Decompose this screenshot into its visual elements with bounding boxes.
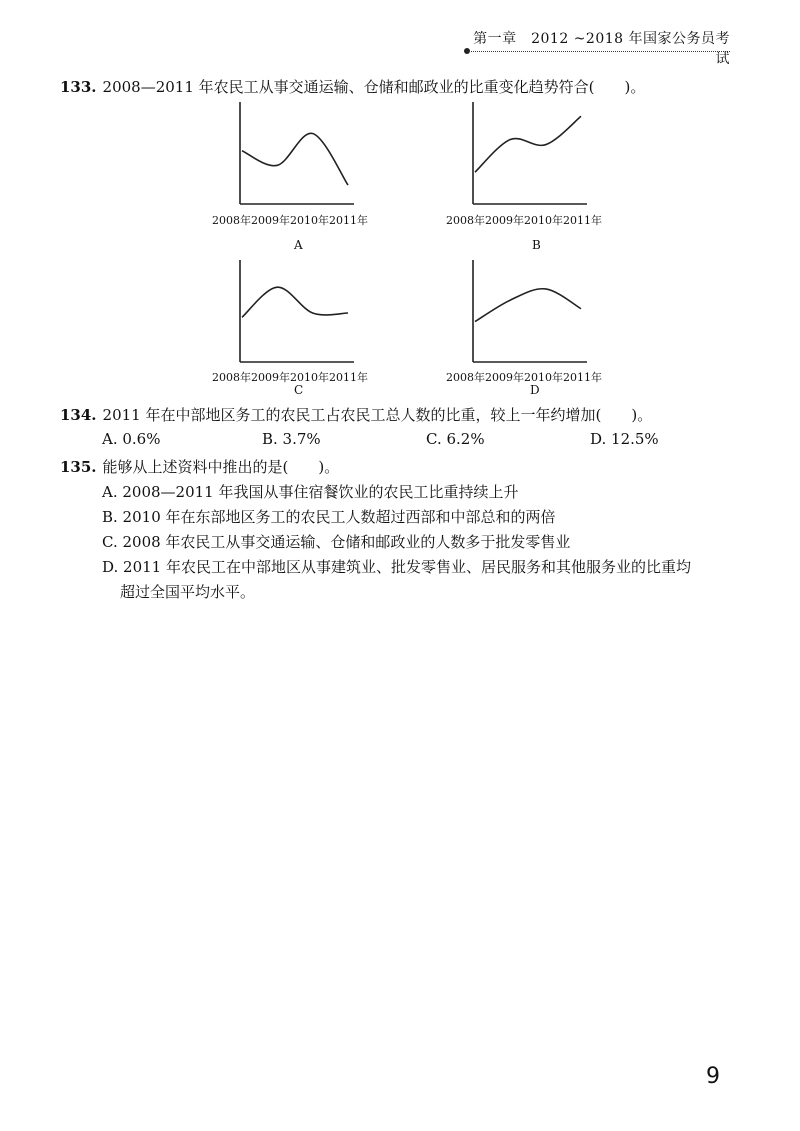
option-134-b: B. 3.7%: [262, 430, 321, 448]
x-tick: 2008年: [212, 214, 251, 227]
x-tick: 2011年: [329, 371, 368, 384]
x-tick: 2011年: [563, 214, 602, 227]
x-tick: 2009年: [485, 371, 524, 384]
question-text: 能够从上述资料中推出的是( )。: [102, 458, 340, 476]
series-line: [242, 287, 348, 317]
x-tick: 2009年: [485, 214, 524, 227]
chart-panel-b: [469, 100, 589, 210]
x-tick: 2011年: [329, 214, 368, 227]
chart-a-xlabels: [212, 212, 368, 228]
chart-c-xlabels: [212, 369, 368, 385]
option-135-c: C. 2008 年农民工从事交通运输、仓储和邮政业的人数多于批发零售业: [102, 533, 571, 551]
chart-b-xlabels: [446, 212, 602, 228]
series-line: [475, 116, 581, 172]
question-number: 133.: [60, 78, 97, 96]
question-133: [60, 76, 645, 97]
header-title: 第一章 2012 ~2018 年国家公务员考试: [473, 31, 730, 67]
x-tick: 2009年: [251, 214, 290, 227]
x-tick: 2009年: [251, 371, 290, 384]
chart-c-svg: [236, 258, 356, 368]
chart-b-svg: [469, 100, 589, 210]
chart-d-svg: [469, 258, 589, 368]
option-135-d-continued: 超过全国平均水平。: [120, 583, 256, 601]
chart-b-label: B: [532, 238, 541, 252]
question-text: 2008—2011 年农民工从事交通运输、仓储和邮政业的比重变化趋势符合( )。: [102, 78, 646, 96]
chart-d-xlabels: [446, 369, 602, 385]
option-135-b: B. 2010 年在东部地区务工的农民工人数超过西部和中部总和的两倍: [102, 508, 556, 526]
question-text: 2011 年在中部地区务工的农民工占农民工总人数的比重，较上一年约增加( )。: [102, 406, 653, 424]
x-tick: 2010年: [524, 214, 563, 227]
x-tick: 2008年: [446, 214, 485, 227]
chart-a-label: A: [294, 238, 303, 252]
x-tick: 2008年: [446, 371, 485, 384]
option-134-d: D. 12.5%: [590, 430, 659, 448]
question-135: [60, 456, 339, 477]
option-135-d: D. 2011 年农民工在中部地区从事建筑业、批发零售业、居民服务和其他服务业的比重均: [102, 558, 691, 576]
x-tick: 2011年: [563, 371, 602, 384]
series-line: [475, 289, 581, 322]
question-number: 134.: [60, 406, 97, 424]
question-number: 135.: [60, 458, 97, 476]
chart-panel-a: [236, 100, 356, 210]
series-line: [242, 133, 348, 185]
x-tick: 2010年: [524, 371, 563, 384]
header-rule: [468, 51, 730, 52]
chart-c-label: C: [294, 383, 304, 397]
x-tick: 2010年: [290, 371, 329, 384]
question-134: [60, 404, 652, 425]
option-134-a: A. 0.6%: [102, 430, 161, 448]
option-134-c: C. 6.2%: [426, 430, 485, 448]
chart-a-svg: [236, 100, 356, 210]
page-number: 9: [706, 1064, 720, 1089]
x-tick: 2008年: [212, 371, 251, 384]
chart-panel-c: [236, 258, 356, 368]
option-135-a: A. 2008—2011 年我国从事住宿餐饮业的农民工比重持续上升: [102, 483, 519, 501]
chart-panel-d: [469, 258, 589, 368]
chart-d-label: D: [530, 383, 540, 397]
x-tick: 2010年: [290, 214, 329, 227]
